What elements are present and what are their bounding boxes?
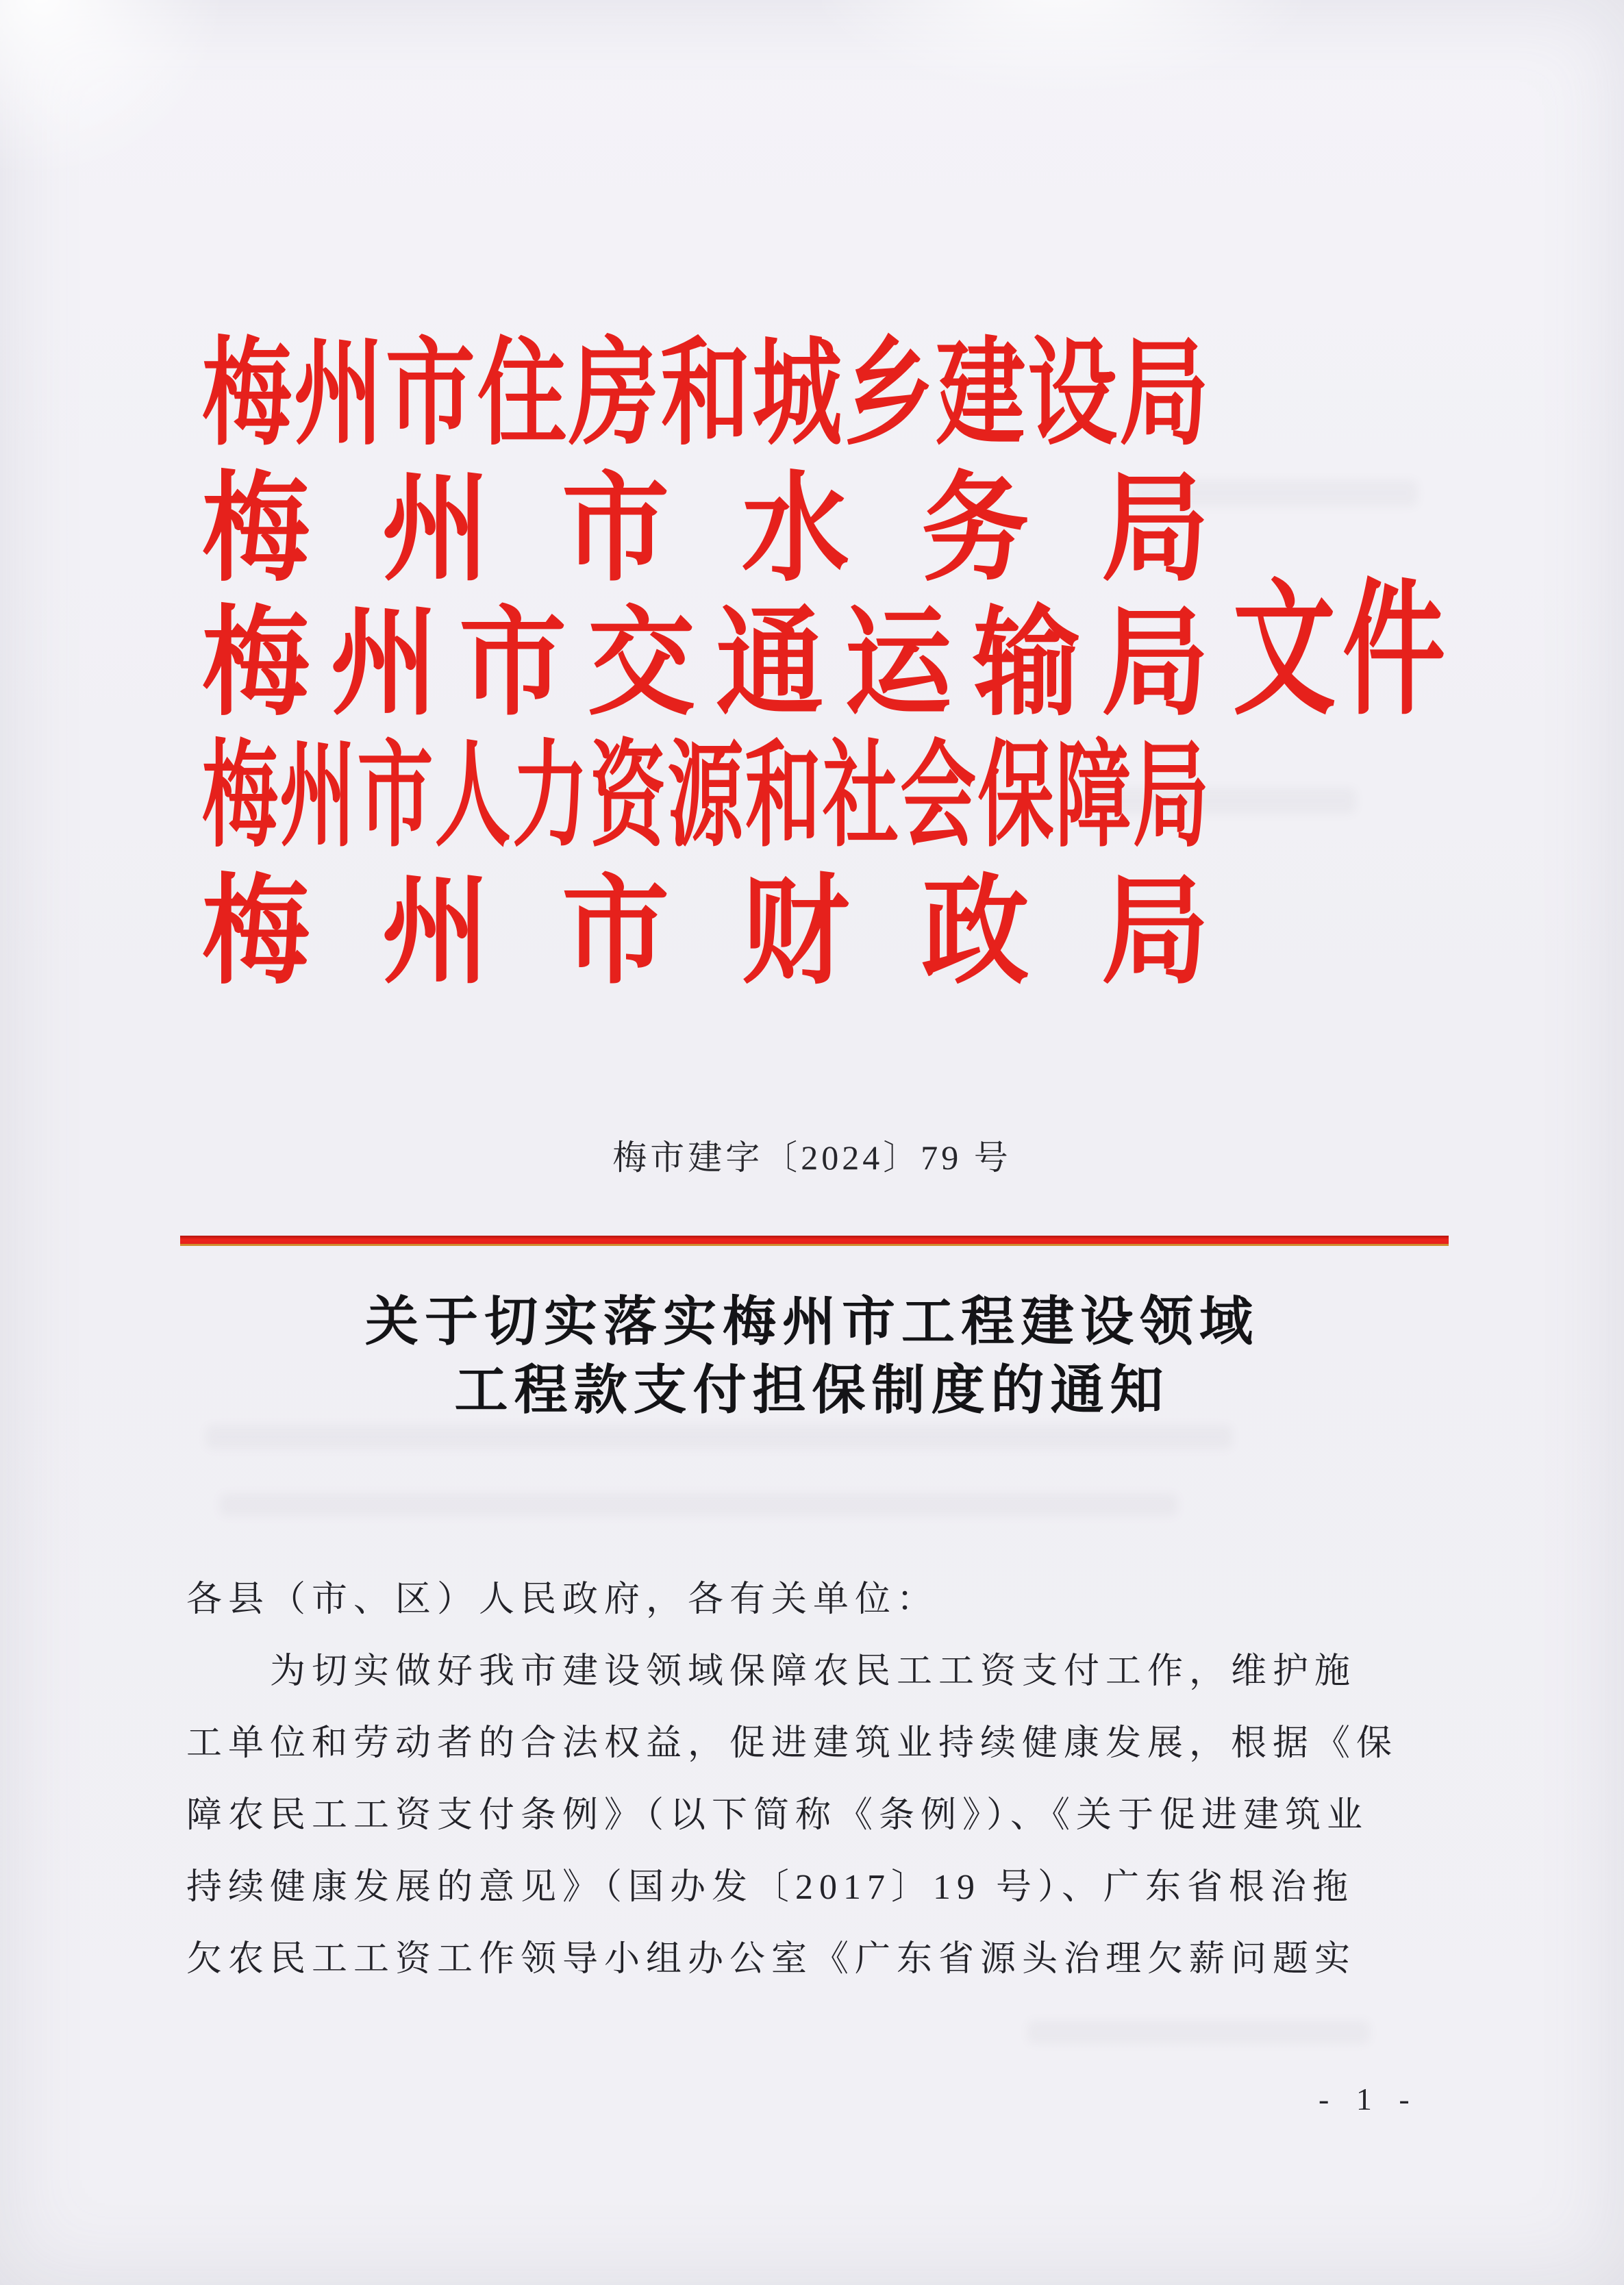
body-text-line: 为切实做好我市建设领域保障农民工工资支付工作，维护施 (270, 1652, 1357, 1691)
body-text-line: 欠农民工工资工作领导小组办公室《广东省源头治理欠薪问题实 (186, 1940, 1357, 1979)
document-title-line2: 工程款支付担保制度的通知 (454, 1360, 1170, 1420)
scan-light-artifact (0, 0, 226, 178)
letterhead-org-housing-bureau: 梅州市住房和城乡建设局 (202, 330, 1209, 460)
document-title-line1: 关于切实落实梅州市工程建设领域 (364, 1292, 1259, 1351)
bleed-through-smudge (219, 1493, 1178, 1516)
body-text-line: 工单位和劳动者的合法权益，促进建筑业持续健康发展，根据《保 (186, 1724, 1399, 1763)
letterhead-org-transport-bureau: 梅州市交通运输局 (202, 598, 1209, 729)
body-text-line: 持续健康发展的意见》（国办发〔2017〕19 号）、广东省根治拖 (186, 1868, 1355, 1907)
document-type-label: 文件 (1233, 571, 1453, 733)
body-text-line: 障农民工工资支付条例》（以下简称《条例》）、《关于促进建筑业 (186, 1796, 1369, 1835)
bleed-through-smudge (205, 1425, 1233, 1449)
document-body (186, 1564, 1460, 1995)
letterhead-org-finance-bureau: 梅州市财政局 (202, 866, 1209, 998)
salutation-line: 各县（市、区）人民政府，各有关单位： (186, 1580, 939, 1619)
letterhead-org-list (202, 327, 1209, 999)
document-number: 梅市建字〔2024〕79 号 (612, 1138, 1012, 1177)
page-number: - 1 - (1319, 2082, 1419, 2117)
letterhead-org-hr-social-security-bureau: 梅州市人力资源和社会保障局 (202, 733, 1209, 862)
scan-light-artifact (822, 0, 1301, 89)
document-title (0, 1288, 1624, 1425)
red-header-rule (180, 1236, 1449, 1246)
letterhead-org-water-bureau: 梅州市水务局 (202, 464, 1209, 595)
bleed-through-smudge (1027, 2021, 1370, 2044)
